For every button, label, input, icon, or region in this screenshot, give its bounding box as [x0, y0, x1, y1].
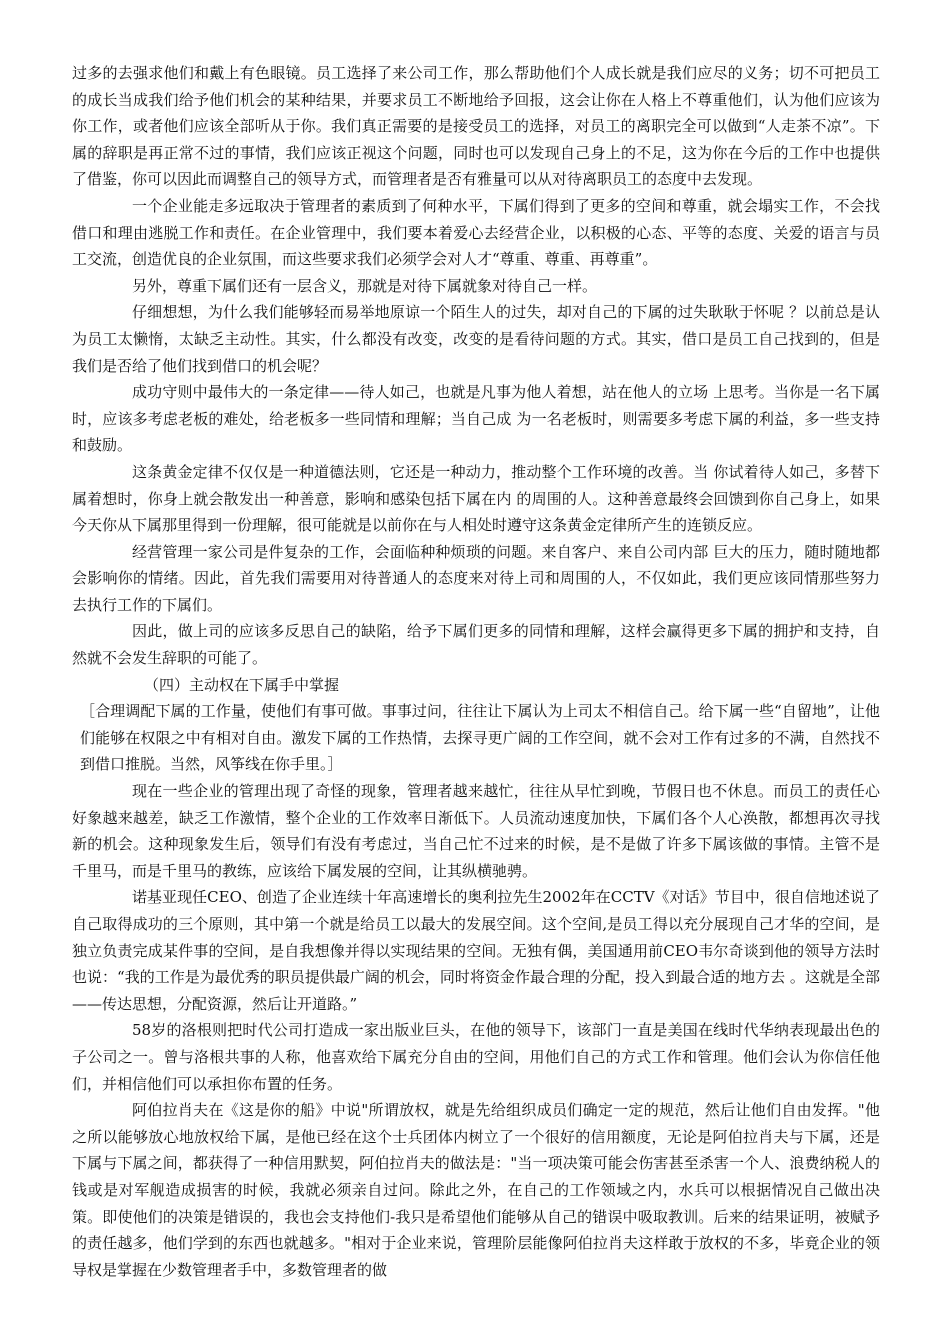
- paragraph-11: 58岁的洛根则把时代公司打造成一家出版业巨头，在他的领导下，该部门一直是美国在线时代华纳表现最出色的子公司之一。曾与洛根共事的人称，他喜欢给下属充分自由的空间，用他们自己的方式工作和管理。他们会认为你信任他们，并相信他们可以承担你布置的任务。: [72, 1021, 880, 1093]
- document-page: [72, 60, 880, 1283]
- paragraph-3: 另外，尊重下属们还有一层含义，那就是对待下属就象对待自己一样。: [132, 276, 598, 295]
- paragraph-5: 成功守则中最伟大的一条定律——待人如己，也就是凡事为他人着想，站在他人的立场 上思考。当你是一名下属时，应该多考虑老板的难处，给老板多一些同情和理解；当自己成 为一名老板时，则需要多考虑下属的利益，多一些支持和鼓励。: [72, 383, 880, 455]
- paragraph-7: 经营管理一家公司是件复杂的工作，会面临种种烦琐的问题。来自客户、来自公司内部 巨大的压力，随时随地都会影响你的情绪。因此，首先我们需要用对待普通人的态度来对待上司和周围的人，不仅如此，我们更应该同情那些努力去执行工作的下属们。: [72, 542, 880, 614]
- section-heading: （四）主动权在下属手中掌握: [144, 675, 340, 694]
- paragraph-9: 现在一些企业的管理出现了奇怪的现象，管理者越来越忙，往往从早忙到晚，节假日也不休息。而员工的责任心好象越来越差，缺乏工作激情，整个企业的工作效率日渐低下。人员流动速度加快，下属们各个人心涣散，都想再次寻找新的机会。这种现象发生后，领导们有没有考虑过，当自己忙不过来的时候，是不是做了许多下属该做的事情。主管不是千里马，而是千里马的教练，应该给下属发展的空间，让其纵横驰骋。: [72, 782, 880, 880]
- paragraph-2: 一个企业能走多远取决于管理者的素质到了何种水平，下属们得到了更多的空间和尊重，就会塌实工作，不会找借口和理由逃脱工作和责任。在企业管理中，我们要本着爱心去经营企业，以积极的心态、平等的态度、关爱的语言与员工交流，创造优良的企业氛围，而这些要求我们必须学会对人才“尊重、尊重、再尊重”。: [72, 196, 880, 269]
- section-summary: ［合理调配下属的工作量，使他们有事可做。事事过问，往往让下属认为上司太不相信自己。给下属一些“自留地”，让他们能够在权限之中有相对自由。激发下属的工作热情，去探寻更广阔的工作空间，就不会对工作有过多的不满，自然找不到借口推脱。当然，风筝线在你手里。］: [80, 702, 880, 774]
- paragraph-4: 仔细想想，为什么我们能够轻而易举地原谅一个陌生人的过失，却对自己的下属的过失耿耿于怀呢 ？以前总是认为员工太懒惰，太缺乏主动性。其实，什么都没有改变，改变的是看待问题的方式。其实，借口是员工自己找到的，但是我们是否给了他们找到借口的机会呢？: [72, 303, 880, 375]
- paragraph-10: 诺基亚现任CEO、创造了企业连续十年高速增长的奥利拉先生2002年在CCTV《对话》节目中，很自信地述说了自己取得成功的三个原则，其中第一个就是给员工以最大的发展空间。这个空间,是员工得以充分展现自己才华的空间，是独立负责完成某件事的空间，是自我想像并得以实现结果的空间。无独有偶，美国通用前CEO韦尔奇谈到他的领导方法时也说：“我的工作是为最优秀的职员提供最广阔的机会，同时将资金作最合理的分配，投入到最合适的地方去 。这就是全部——传达思想，分配资源，然后让开道路。”: [72, 888, 880, 1013]
- paragraph-12: 阿伯拉肖夫在《这是你的船》中说"所谓放权，就是先给组织成员们确定一定的规范，然后让他们自由发挥。"他之所以能够放心地放权给下属，是他已经在这个士兵团体内树立了一个很好的信用额度，无论是阿伯拉肖夫与下属，还是下属与下属之间，都获得了一种信用默契，阿伯拉肖夫的做法是："当一项决策可能会伤害甚至杀害一个人、浪费纳税人的钱或是对军舰造成损害的时候，我就必须亲自过问。除此之外，在自己的工作领域之内，水兵可以根据情况自己做出决策。即使他们的决策是错误的，我也会支持他们-我只是希望他们能够从自己的错误中吸取教训。后来的结果证明，被赋予的责任越多，他们学到的东西也就越多。"相对于企业来说，管理阶层能像阿伯拉肖夫这样敢于放权的不多，毕竟企业的领导权是掌握在少数管理者手中，多数管理者的做: [72, 1101, 880, 1279]
- paragraph-1: 过多的去强求他们和戴上有色眼镜。员工选择了来公司工作，那么帮助他们个人成长就是我们应尽的义务；切不可把员工的成长当成我们给予他们机会的某种结果，并要求员工不断地给予回报，这会让你在人格上不尊重他们，认为他们应该为你工作，或者他们应该全部听从于你。我们真正需要的是接受员工的选择，对员工的离职完全可以做到“人走茶不凉”。下属的辞职是再正常不过的事情，我们应该正视这个问题，同时也可以发现自己身上的不足，这为你在今后的工作中也提供了借鉴，你可以因此而调整自己的领导方式，而管理者是否有雅量可以从对待离职员工的态度中去发现。: [72, 64, 880, 189]
- paragraph-8: 因此，做上司的应该多反思自己的缺陷，给予下属们更多的同情和理解，这样会赢得更多下属的拥护和支持，自然就不会发生辞职的可能了。: [72, 622, 880, 668]
- paragraph-6: 这条黄金定律不仅仅是一种道德法则，它还是一种动力，推动整个工作环境的改善。当 你试着待人如己，多替下属着想时，你身上就会散发出一种善意，影响和感染包括下属在内 的周围的人。这种善意最终会回馈到你自己身上，如果今天你从下属那里得到一份理解，很可能就是以前你在与人相处时遵守这条黄金定律所产生的连锁反应。: [72, 462, 880, 535]
